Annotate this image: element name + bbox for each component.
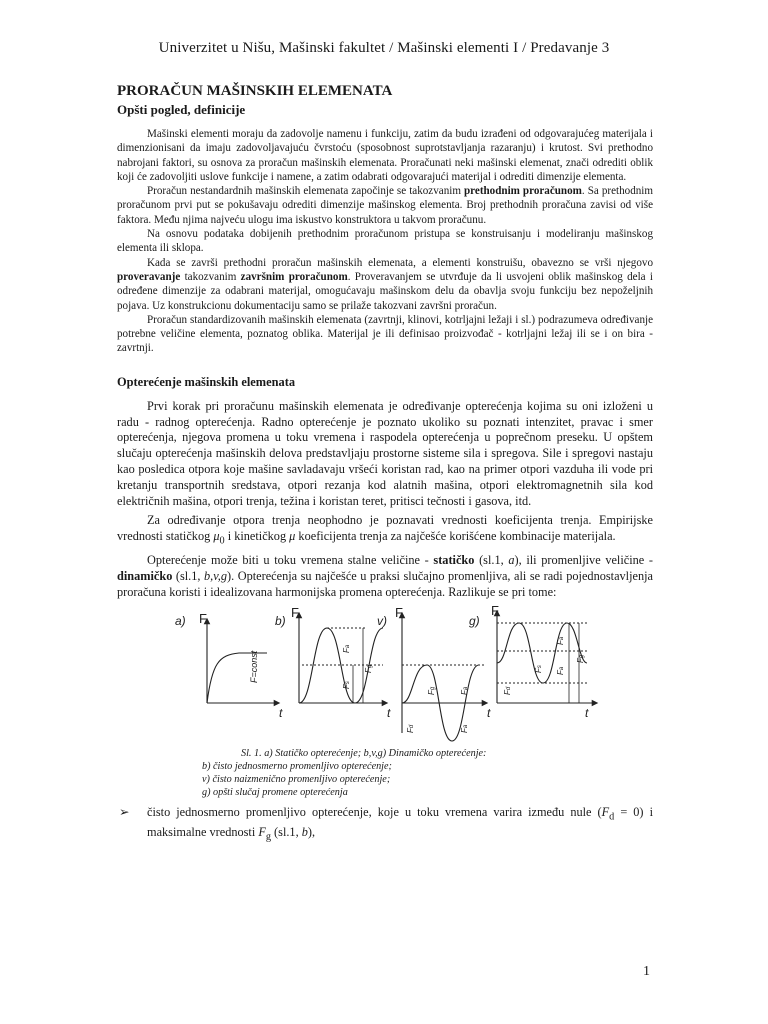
figure-caption-v: v) čisto naizmenično promenljivo opterećenje; [202,773,391,785]
term-staticko: statičko [433,553,475,568]
diagram-v-fg: Fg [427,686,436,695]
figure-caption: Sl. 1. a) Statičko opterećenje; b,v,g) Dinamičko opterećenje: [241,747,487,759]
figure-caption-g: g) opšti slučaj promene opterećenja [202,786,348,798]
figure-caption-b: b) čisto jednosmerno promenljivo opterećenje; [202,760,392,772]
diagram-g-fa: Fa [556,636,565,645]
page-number: 1 [643,964,650,979]
diagram-g-label: g) [469,613,480,628]
term-prethodni-proracun: prethodnim proračunom [464,185,582,198]
diagram-b-fg: Fg [364,664,373,673]
document-body [117,82,653,845]
diagram-v-label: v) [377,613,387,628]
diagram-v-alternating-load [402,615,485,741]
section-heading-opterecenje: Opterećenje mašinskih elemenata [117,374,296,389]
figure-diagrams [117,603,653,743]
document-title: PRORAČUN MAŠINSKIH ELEMENATA [117,83,393,99]
diagram-v-fa: Fa [460,686,469,695]
diagram-v-fa-lower: Fa [460,724,469,733]
diagram-g-fa-lower: Fa [556,666,565,675]
bullet-item-pulsating: ➢ čisto jednosmerno promenljivo opterećenje, koje u toku vremena varira između nule $(F_d = 0)$ i maksimalne vrednosti $F_g$ (sl.1, b), [119,804,653,843]
load-paragraph-1: Prvi korak pri proračunu mašinskih elemenata je određivanje opterećenja kojima su oni izloženi u radu - radnog opterećenja. Radno opterećenje je poznato ukoliko su poznati intenzitet, pravac i smer opterećenja, njegova promena u toku vremena i raspodela opterećenja u poprečnom preseku. U opštem slučaju opterećenja mašinskih delova predstavljaju prostorne sisteme sila i spregova. Sile i spregovi nastaju kao posledica otpora koje mašine savladavaju vršeći koristan rad, kao na primer otpori vazduha ili vode pri kretanju transportnih sredstava, otpori rezanja kod alatnih mašina, otpori elektromagnetnih sila kod električnih mašina, otpori trenja, težina i koristan teret, pritisci tečnosti i gasova, itd. [117,398,653,508]
diagram-a-label: a) [175,613,186,628]
diagram-b-axis-f: F [291,604,299,620]
figure-load-types [117,603,653,743]
diagram-g-axis-t: t [585,705,589,720]
intro-paragraph-4: Kada se završi prethodni proračun mašinskih elemenata, a elementi konstruišu, obavezno se vrši njegovo proveravanje takozvanim završnim proračunom. Proveravanjem se utvrđuje da li usvojeni oblik mašinskog dela i određene dimenzije za odabrani materijal, omogućavaju mašinskom delu da obavlja svoju funkciju bez nepoželjnih pojava. Uz konstrukcionu dokumentaciju samo se prilaže takozvani završni proračun. [117,256,653,312]
intro-paragraph-3: Na osnovu podataka dobijenih prethodnim proračunom pristupa se konstruisanju i modeliranju mašinskog elementa ili sklopa. [117,228,653,255]
diagram-b-fa: Fa [342,644,351,653]
diagram-g-fg: Fg [576,654,585,663]
diagram-a-axis-f: F [199,610,207,626]
diagram-a-static-load [207,621,277,703]
diagram-b-fs: Fs [342,680,351,689]
diagram-b-label: b) [275,613,286,628]
diagram-g-fd: Fd [503,686,512,695]
term-proveravanje: proveravanje [117,270,181,283]
page-header: Univerzitet u Nišu, Mašinski fakultet / Mašinski elementi I / Predavanje 3 [158,40,610,56]
term-dinamicko: dinamičko [117,569,173,584]
diagram-a-fconst: F=const [249,650,259,683]
diagram-v-axis-f: F [395,604,403,620]
arrow-bullet-icon: ➢ [119,804,130,819]
diagram-a-axis-t: t [279,705,283,720]
diagram-g-fs: Fs [534,664,543,673]
term-zavrsni-proracun: završnim proračunom [240,270,348,283]
intro-paragraph-2: Proračun nestandardnih mašinskih elemenata započinje se takozvanim prethodnim proračunom. Sa prethodnim proračunom prvi put se pokušavaju odrediti dimenzije mašinskog elementa. Broj prethodnih proračuna zavisi od više faktora. Među njima najveću ulogu ima iskustvo konstruktora u takvom proračunu. [117,185,653,226]
document-subtitle: Opšti pogled, definicije [117,102,246,117]
load-paragraph-3: Opterećenje može biti u toku vremena stalne veličine - statičko (sl.1, a), ili promenljive veličine - dinamičko (sl.1, b,v,g). Opterećenja su najčešće u praksi slučajno promenljiva, ali se radi pojednostavljenja proračuna koristi i idealizovana harmonijska promena opterećenja. Razlikuje se pri tome: [117,553,653,599]
intro-paragraph-5: Proračun standardizovanih mašinskih elemenata (zavrtnji, klinovi, kotrljajni ležaji i sl.) podrazumeva određivanje potrebne veličine elementa, poznatog oblika. Materijal je ili definisao proizvođač - kotrljajni ležaj ili se i on bira - zavrtnji. [117,313,653,355]
diagram-g-axis-f: F [491,602,499,618]
load-paragraph-2: Za određivanje otpora trenja neophodno je poznavati vrednosti koeficijenta trenja. Empirijske vrednosti statičkog $\mu_0$ i kinetičkog μ koeficijenta trenja za najčešće korišćene kombinacije materijala. [117,513,653,547]
diagram-b-axis-t: t [387,705,391,720]
diagram-v-fd: Fd [406,724,415,733]
diagram-v-axis-t: t [487,705,491,720]
intro-paragraph-1: Mašinski elementi moraju da zadovolje namenu i funkciju, zatim da budu izrađeni od odgovarajućeg materijala i dimenzionisani da imaju zadovoljavajuću čvrstoću (sposobnost suprotstavljanja razaranju) i krutost. Svi prethodno nabrojani faktori, su osnova za proračun mašinskih elemenata. Proračunati neki mašinski elemenat, znači odrediti oblik koji će zadovoljiti uslove funkcije i namene, a zatim odabrati odgovarajući materijal i odrediti dimenzije elementa. [117,128,653,183]
